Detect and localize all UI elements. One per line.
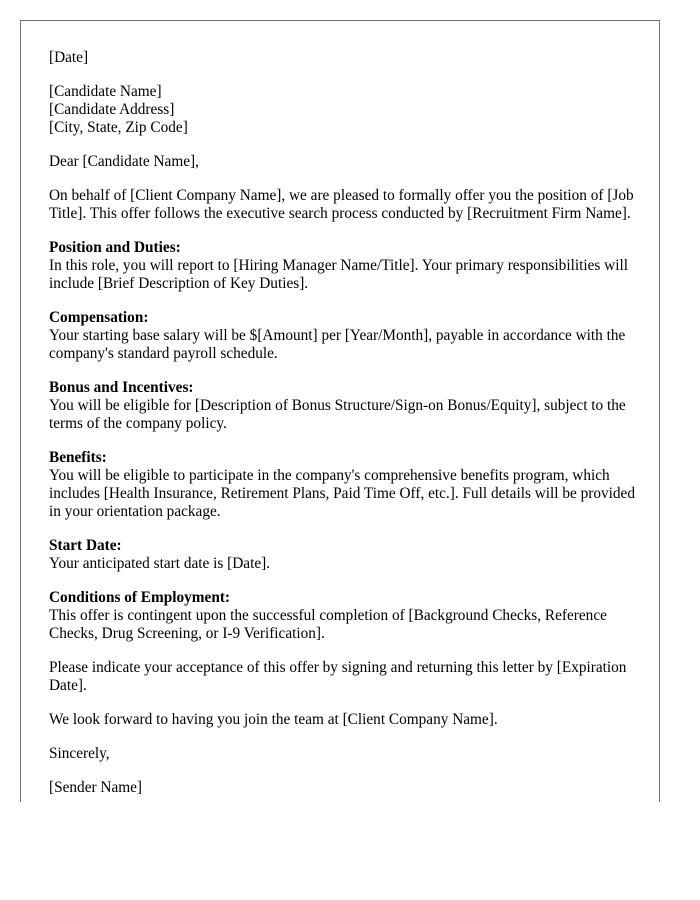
- date-block: [49, 49, 635, 67]
- section-heading: Conditions of Employment:: [49, 589, 231, 606]
- section-text: You will be eligible to participate in the company's comprehensive benefits program, which includes [Health Insurance, Retirement Plans, Paid Time Off, etc.]. Full details will be provided in your orientation package.: [49, 467, 635, 520]
- section-heading: Compensation:: [49, 309, 149, 326]
- section-heading: Position and Duties:: [49, 239, 181, 256]
- acceptance-paragraph: Please indicate your acceptance of this offer by signing and returning this letter by [Expiration Date].: [49, 659, 627, 694]
- closing-paragraph-block: [49, 711, 635, 729]
- section-start-date: [49, 537, 635, 573]
- section-text: Your starting base salary will be $[Amount] per [Year/Month], payable in accordance with the company's standard payroll schedule.: [49, 327, 626, 362]
- section-text: This offer is contingent upon the successful completion of [Background Checks, Reference Checks, Drug Screening, or I-9 Verification].: [49, 607, 607, 642]
- letter-page: [20, 20, 660, 802]
- letter-date: [Date]: [49, 49, 89, 66]
- section-text: In this role, you will report to [Hiring Manager Name/Title]. Your primary responsibilities will include [Brief Description of Key Duties].: [49, 257, 628, 292]
- section-heading: Bonus and Incentives:: [49, 379, 194, 396]
- signoff-block: [49, 745, 635, 763]
- section-bonus-incentives: [49, 379, 635, 433]
- section-compensation: [49, 309, 635, 363]
- intro-paragraph: On behalf of [Client Company Name], we are pleased to formally offer you the position of [Job Title]. This offer follows the executive search process conducted by [Recruitment Firm Name].: [49, 187, 634, 222]
- signoff: Sincerely,: [49, 745, 110, 762]
- section-heading: Benefits:: [49, 449, 107, 466]
- recipient-address: [Candidate Address]: [49, 101, 175, 118]
- section-text: Your anticipated start date is [Date].: [49, 555, 271, 572]
- salutation: Dear [Candidate Name],: [49, 153, 199, 170]
- section-position-duties: [49, 239, 635, 293]
- recipient-city-state-zip: [City, State, Zip Code]: [49, 119, 188, 136]
- section-benefits: [49, 449, 635, 521]
- section-text: You will be eligible for [Description of Bonus Structure/Sign-on Bonus/Equity], subject to the terms of the company policy.: [49, 397, 626, 432]
- acceptance-paragraph-block: [49, 659, 635, 695]
- recipient-name: [Candidate Name]: [49, 83, 162, 100]
- recipient-address-block: [49, 83, 635, 137]
- section-heading: Start Date:: [49, 537, 122, 554]
- letter-body: [49, 49, 635, 802]
- section-conditions-employment: [49, 589, 635, 643]
- closing-paragraph: We look forward to having you join the team at [Client Company Name].: [49, 711, 498, 728]
- salutation-block: [49, 153, 635, 171]
- sender-name: [Sender Name]: [49, 779, 143, 796]
- sender-block: [49, 779, 635, 797]
- intro-paragraph-block: [49, 187, 635, 223]
